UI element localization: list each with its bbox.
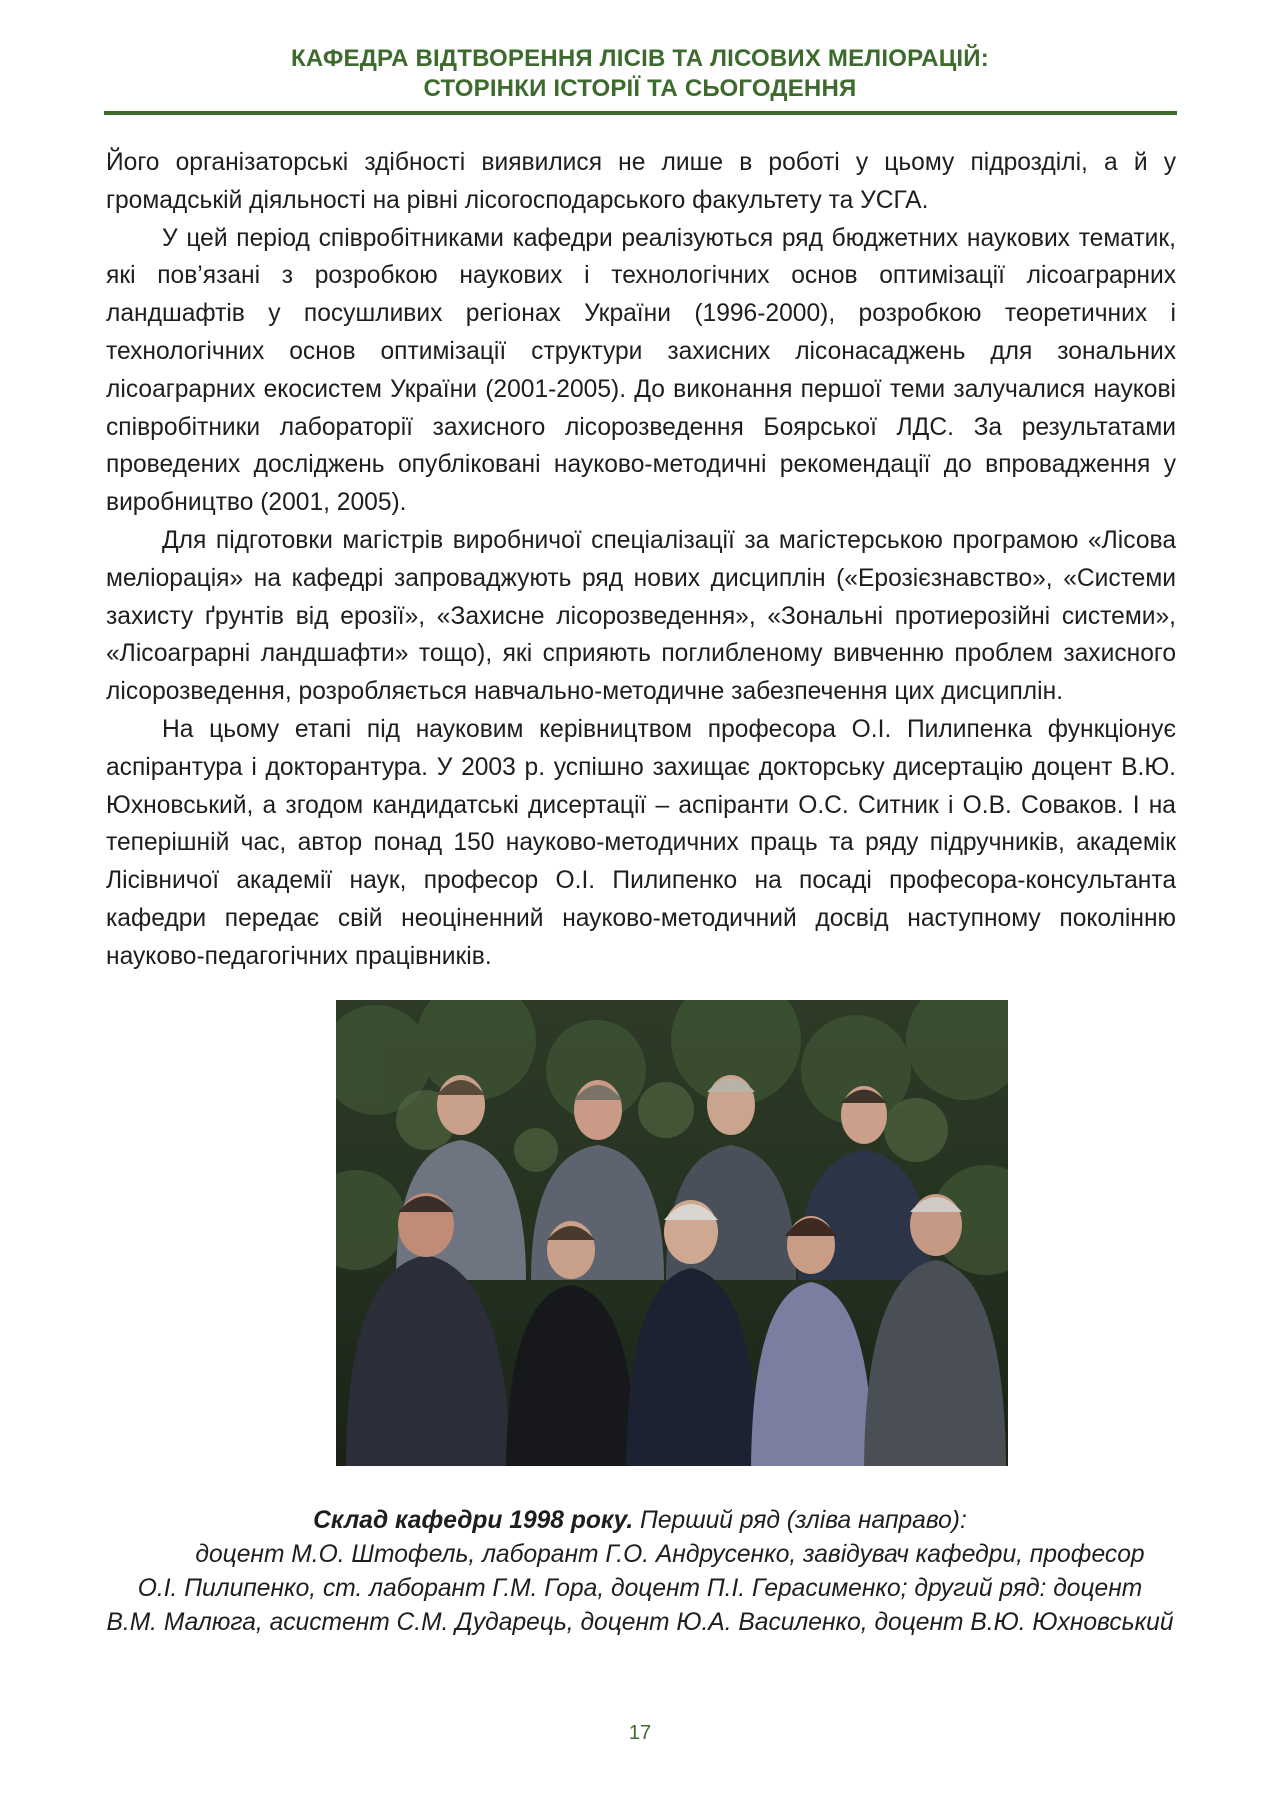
body-text — [106, 144, 1176, 976]
paragraph-4: На цьому етапі під науковим керівництвом професора О.І. Пилипенка функціонує аспірантура і докторантура. У 2003 р. успішно захищає докторську дисертацію доцент В.Ю. Юхновський, а згодом кандидатські дисертації – аспіранти О.С. Ситник і О.В. Соваков. І на теперішній час, автор понад 150 науково-методичних праць та ряду підручників, академік Лісівничої академії наук, професор О.І. Пилипенко на посаді професора-консультанта кафедри передає свій неоціненний науково-методичний досвід наступному поколінню науково-педагогічних працівників. — [106, 715, 1176, 970]
paragraph-3: Для підготовки магістрів виробничої спеціалізації за магістерською програмою «Лісова меліорація» на кафедрі запроваджують ряд нових дисциплін («Ерозієзнавство», «Системи захисту ґрунтів від ерозії», «Захисне лісорозведення», «Зональні протиерозійні системи», «Лісоаграрні ландшафти» тощо), які сприяють поглибленому вивченню проблем захисного лісорозведення, розробляється навчально-методичне забезпечення цих дисциплін. — [106, 526, 1176, 706]
paragraph-1: Його організаторські здібності виявилися не лише в роботі у цьому підрозділі, а й у громадській діяльності на рівні лісогосподарського факультету та УСГА. — [106, 149, 1176, 214]
caption-line-2: доцент М.О. Штофель, лаборант Г.О. Андрусенко, завідувач кафедри, професор — [195, 1541, 1145, 1568]
header-divider — [104, 111, 1177, 115]
header-title-line-2: СТОРІНКИ ІСТОРІЇ ТА СЬОГОДЕННЯ — [423, 75, 857, 102]
running-header — [100, 44, 1180, 104]
caption-line-4: В.М. Малюга, асистент С.М. Дударець, доцент Ю.А. Василенко, доцент В.Ю. Юхновський — [106, 1609, 1174, 1636]
group-photo — [336, 1000, 1008, 1466]
page-number: 17 — [628, 1722, 652, 1744]
caption-line-3: О.І. Пилипенко, ст. лаборант Г.М. Гора, доцент П.І. Герасименко; другий ряд: доцент — [137, 1575, 1143, 1602]
header-title-line-1: КАФЕДРА ВІДТВОРЕННЯ ЛІСІВ ТА ЛІСОВИХ МЕЛІОРАЦІЙ: — [291, 45, 989, 72]
caption-title: Склад кафедри 1998 року. — [313, 1507, 634, 1534]
caption-line-1: Перший ряд (зліва направо): — [633, 1507, 967, 1534]
paragraph-2: У цей період співробітниками кафедри реалізуються ряд бюджетних наукових тематик, які пов’язані з розробкою наукових і технологічних основ оптимізації лісоаграрних ландшафтів у посушливих регіонах України (1996-2000), розробкою теоретичних і технологічних основ оптимізації структури захисних лісонасаджень для зональних лісоаграрних екосистем України (2001-2005). До виконання першої теми залучалися наукові співробітники лабораторії захисного лісорозведення Боярської ЛДС. За результатами проведених досліджень опубліковані науково-методичні рекомендації до впровадження у виробництво (2001, 2005). — [106, 224, 1176, 517]
photo-caption — [100, 1504, 1180, 1640]
group-photo-illustration — [336, 1000, 1008, 1466]
